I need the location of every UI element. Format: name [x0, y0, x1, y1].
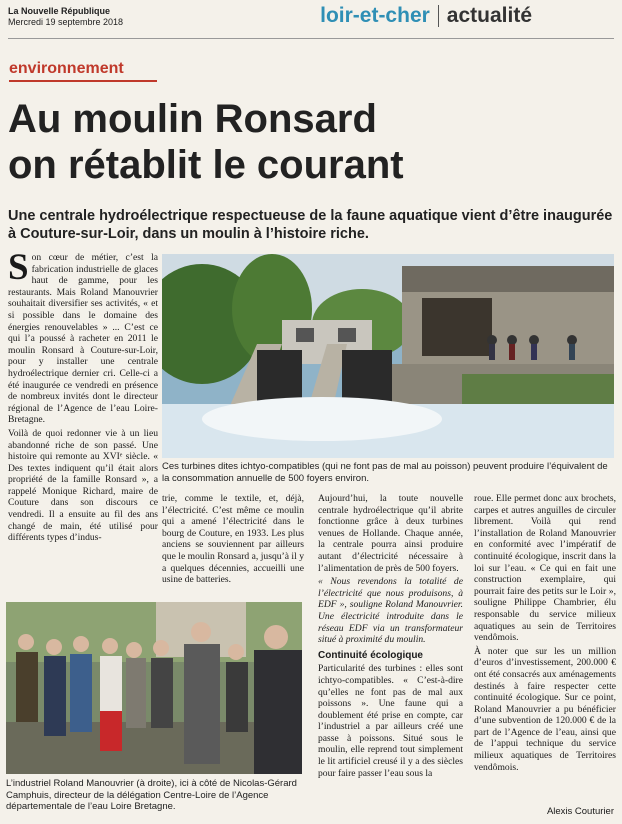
column-1	[8, 247, 158, 546]
kicker-underline	[9, 80, 157, 82]
deck: Une centrale hydroélectrique respectueuse de la faune aquatique vient d’être inaugurée à Couture-sur-Loir, dans un moulin à l’histoire riche.	[8, 208, 613, 242]
section-name: loir-et-cher	[320, 4, 430, 27]
drop-cap: S	[8, 247, 29, 288]
masthead-rule	[8, 38, 614, 39]
column-3	[318, 493, 463, 781]
col3-paragraph-1: Aujourd’hui, la toute nouvelle centrale hydroélectrique qu’il abrite fonctionne grâce à deux turbines venues de Hollande. Chaque année, la centrale pourra ainsi produire autant d’électricité nécessaire à l’alimentation de près de 500 foyers.	[318, 493, 463, 574]
col1-paragraph-1: on cœur de métier, c’est la fabrication industrielle de glaces haut de gamme, pour les restaurants. Mais Roland Manouvrier souhaitait diversifier ses activités, « et si possible dans le domaine des énergies renouvelables » ... C’est ce qui l’a poussé à racheter en 2011 le moulin Ronsard à Couture-sur-Loir, pour y installer une centrale hydroélectrique dernier cri. Celle-ci a été inaugurée ce vendredi en présence de nombreux invités dont le directeur régional de l’Agence de l’eau Loire-Bretagne.	[8, 252, 158, 426]
inauguration-illustration	[6, 602, 302, 774]
col2-paragraph: trie, comme le textile, et, déjà, l’électricité. C’est même ce moulin qui a amené l’électricité dans le bourg de Couture, en 1933. Les plus anciens se souviennent par ailleurs que le moulin Ronsard a, jusqu’à il y a quelques décennies, accueilli une usine de batteries.	[162, 493, 304, 586]
masthead-left	[8, 6, 123, 28]
col4-paragraph-1: roue. Elle permet donc aux brochets, carpes et autres anguilles de circuler librement. Voilà qui rend l’installation de Roland Manouvrier en conformité avec l’impératif de continuité écologique, inscrit dans la loi sur l’eau. « Ce qui en fait une construction exemplaire, qui pourrait faire des petits sur le Loir », souligne Philippe Chambrier, élu responsable du service milieux aquatiques au sein de Territoires vendômois.	[474, 493, 616, 644]
column-4	[474, 493, 616, 775]
subhead-continuite: Continuité écologique	[318, 649, 423, 661]
turbines-illustration	[162, 254, 614, 458]
byline: Alexis Couturier	[546, 806, 614, 817]
col3-paragraph-3: Particularité des turbines : elles sont ichtyo-compatibles. « C’est-à-dire qu’elles ne font pas de mal aux poissons ». Une faune qui a doublement été prise en compte, car l’industriel a par ailleurs créé une passe à poissons. Situé sous le moulin, elle reprend tout simplement le lit artificiel creusé il y a des siècles pour faire passer l’eau sous la	[318, 663, 463, 779]
issue-date: Mercredi 19 septembre 2018	[8, 17, 124, 27]
subsection-name: actualité	[446, 4, 532, 27]
headline-line-1: Au moulin Ronsard	[8, 97, 377, 141]
col4-paragraph-2: À noter que sur les un million d’euros d’investissement, 200.000 € ont été consacrés aux aménagements destinés à faire respecter cette continuité écologique. Sur ce point, Roland Manouvrier a pu bénéficier d’une subvention de 120.000 € de la part de l’Agence de l’eau, ainsi que de l’appui technique du service milieux aquatiques de Territoires vendômois.	[474, 645, 616, 773]
kicker: environnement	[9, 60, 124, 77]
caption-turbines: Ces turbines dites ichtyo-compatibles (qui ne font pas de mal au poisson) peuvent produire l’équivalent de la consommation annuelle de 500 foyers environ.	[162, 461, 608, 484]
paper-name: La Nouvelle République	[8, 6, 111, 16]
col3-paragraph-2: « Nous revendons la totalité de l’électricité que nous produisons, à EDF », souligne Roland Manouvrier. Une électricité introduite dans le réseau EDF via un transformateur situé à proximité du moulin.	[318, 576, 463, 646]
col1-paragraph-2: Voilà de quoi redonner vie à un lieu abandonné riche de son passé. Une histoire qui remonte au XVIᵉ siècle. « Des textes indiquent qu’il était alors propriété de la famille Ronsard », a rappelé Monique Richard, maire de Couture dans son discours ce vendredi. Il a ensuite au fil des ans changé de main, été utilisé pour différents types d’indus-	[8, 427, 158, 544]
headline	[8, 96, 608, 188]
turbines-photo	[162, 254, 614, 458]
column-2	[162, 493, 304, 588]
section-header	[320, 4, 532, 28]
inauguration-photo	[6, 602, 302, 774]
section-divider	[438, 5, 439, 27]
headline-line-2: on rétablit le courant	[8, 143, 404, 187]
caption-inauguration: L’industriel Roland Manouvrier (à droite), ici à côté de Nicolas-Gérard Camphuis, directeur de la délégation Centre-Loire de l’Agence départementale de l’eau Loire Bretagne.	[6, 778, 297, 812]
